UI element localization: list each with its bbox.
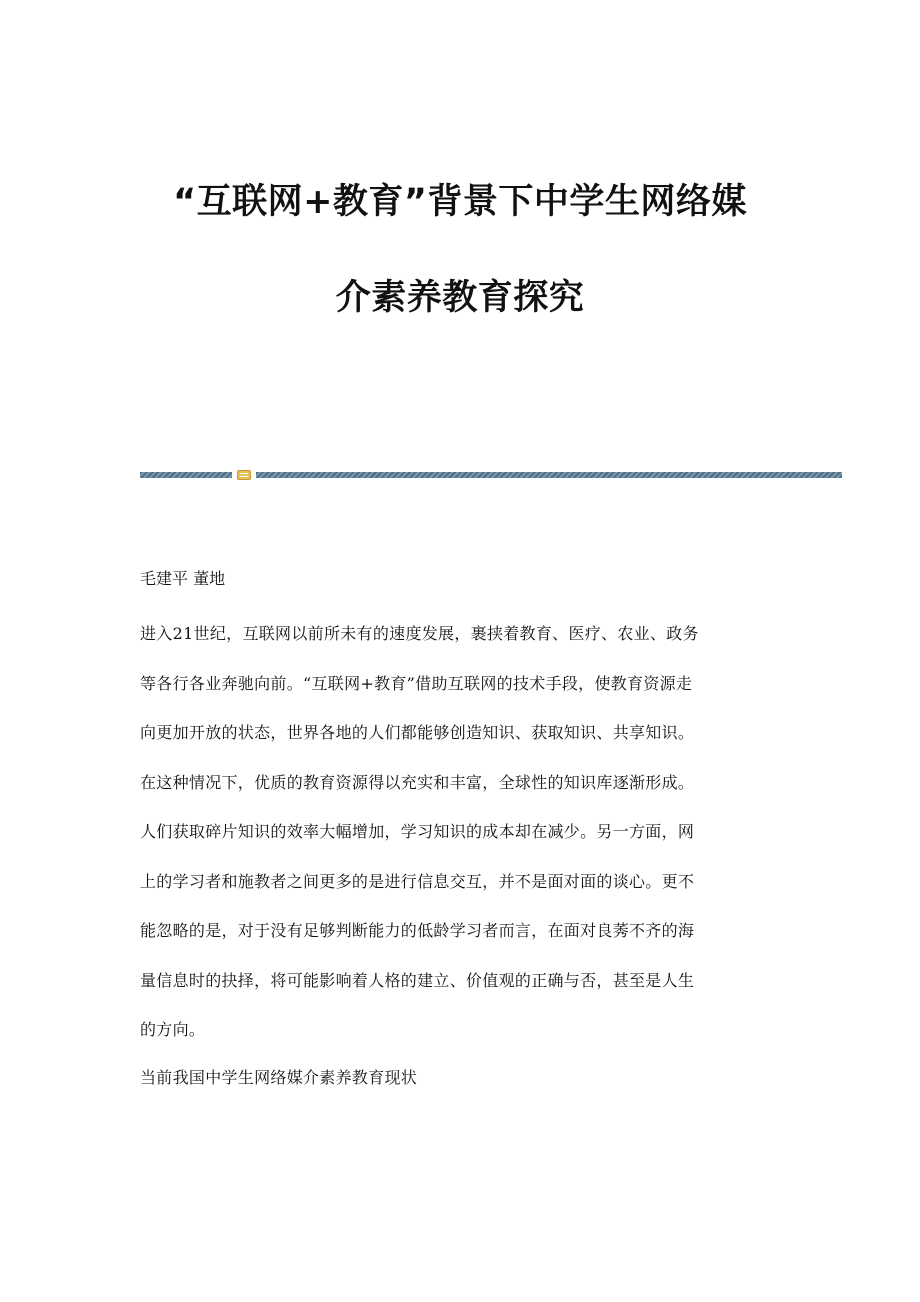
authors: 毛建平 董地	[140, 569, 226, 588]
title-line-1: “互联网+教育”背景下中学生网络媒	[173, 182, 747, 222]
paragraph-line: 量信息时的抉择，将可能影响着人格的建立、价值观的正确与否，甚至是人生	[140, 970, 695, 990]
paragraph-line: 人们获取碎片知识的效率大幅增加，学习知识的成本却在减少。另一方面，网	[140, 822, 695, 841]
paragraph-line: 向更加开放的状态，世界各地的人们都能够创造知识、获取知识、共享知识。	[140, 723, 695, 742]
title-divider	[140, 468, 842, 482]
section-heading: 当前我国中学生网络媒介素养教育现状	[140, 1068, 418, 1087]
paragraph-line: 等各行各业奔驰向前。“互联网+教育”借助互联网的技术手段，使教育资源走	[140, 673, 693, 693]
paragraph-line: 的方向。	[140, 1020, 206, 1039]
paragraph-line: 在这种情况下，优质的教育资源得以充实和丰富，全球性的知识库逐渐形成。	[140, 772, 695, 792]
body-paragraph	[140, 622, 780, 1068]
paragraph-line: 能忽略的是，对于没有足够判断能力的低龄学习者而言，在面对良莠不齐的海	[140, 921, 695, 940]
divider-ornament-icon	[237, 469, 251, 481]
paragraph-line: 上的学习者和施教者之间更多的是进行信息交互，并不是面对面的谈心。更不	[140, 871, 695, 891]
divider-bar-right	[256, 472, 842, 478]
divider-bar-left	[140, 472, 232, 478]
title-line-2: 介素养教育探究	[335, 278, 585, 318]
paragraph-line: 进入21世纪，互联网以前所未有的速度发展，裹挟着教育、医疗、农业、政务	[140, 624, 699, 643]
